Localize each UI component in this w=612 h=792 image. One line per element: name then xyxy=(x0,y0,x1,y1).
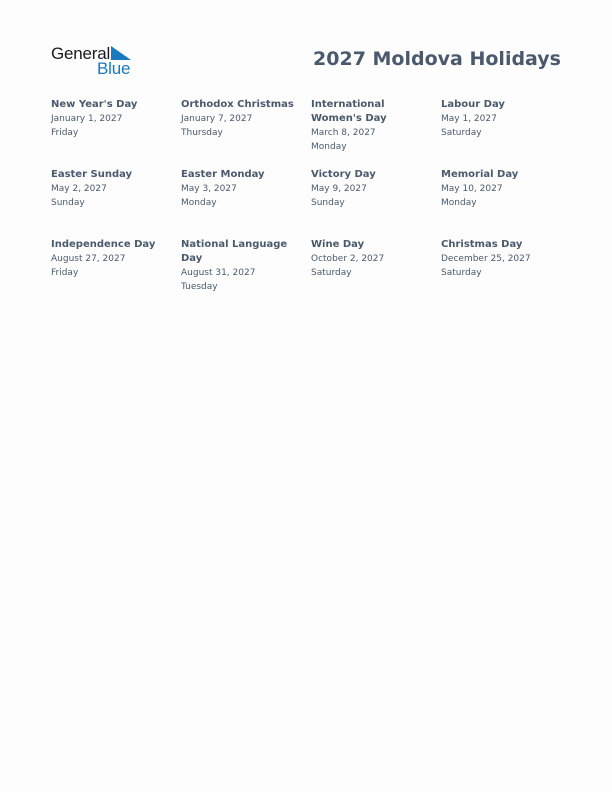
holiday-weekday: Friday xyxy=(51,268,79,278)
holiday-item xyxy=(311,238,435,280)
holiday-item xyxy=(51,98,175,140)
holiday-weekday: Thursday xyxy=(181,128,223,138)
holiday-name: National Language Day xyxy=(181,239,288,264)
holiday-name: Easter Sunday xyxy=(51,169,133,180)
holiday-weekday: Saturday xyxy=(441,128,482,138)
holiday-date: May 9, 2027 xyxy=(311,184,367,194)
holiday-name: Memorial Day xyxy=(441,169,519,180)
holiday-date: January 7, 2027 xyxy=(181,114,253,124)
holiday-date: May 1, 2027 xyxy=(441,114,497,124)
holiday-weekday: Sunday xyxy=(51,198,85,208)
page-title: 2027 Moldova Holidays xyxy=(313,48,561,70)
holiday-name: International Women's Day xyxy=(311,99,387,124)
holiday-name: Orthodox Christmas xyxy=(181,99,294,110)
holiday-item xyxy=(441,238,565,280)
holiday-name: Independence Day xyxy=(51,239,156,250)
holiday-name: Victory Day xyxy=(311,169,376,180)
holiday-date: August 31, 2027 xyxy=(181,268,256,278)
holiday-name: Christmas Day xyxy=(441,239,523,250)
holiday-weekday: Tuesday xyxy=(181,282,218,292)
holiday-weekday: Sunday xyxy=(311,198,345,208)
holiday-weekday: Monday xyxy=(181,198,217,208)
holiday-name: Wine Day xyxy=(311,239,365,250)
generalblue-logo xyxy=(51,44,141,78)
holiday-date: May 10, 2027 xyxy=(441,184,503,194)
holiday-item xyxy=(181,238,305,294)
holiday-weekday: Saturday xyxy=(441,268,482,278)
holiday-date: January 1, 2027 xyxy=(51,114,123,124)
holiday-date: May 3, 2027 xyxy=(181,184,237,194)
logo-text-general: General xyxy=(51,44,111,63)
holiday-item xyxy=(441,98,565,140)
holiday-item xyxy=(441,168,565,210)
holiday-item xyxy=(181,98,305,140)
holiday-date: October 2, 2027 xyxy=(311,254,385,264)
holiday-date: August 27, 2027 xyxy=(51,254,126,264)
holiday-name: New Year's Day xyxy=(51,99,138,110)
holiday-weekday: Monday xyxy=(441,198,477,208)
holiday-name: Easter Monday xyxy=(181,169,265,180)
logo-triangle-icon xyxy=(111,46,131,60)
holiday-item xyxy=(51,168,175,210)
logo-text-blue: Blue xyxy=(97,59,131,78)
holiday-weekday: Friday xyxy=(51,128,79,138)
holiday-name: Labour Day xyxy=(441,99,505,110)
holiday-item xyxy=(311,98,435,154)
holiday-item xyxy=(51,238,175,280)
holiday-item xyxy=(181,168,305,210)
holiday-weekday: Saturday xyxy=(311,268,352,278)
holiday-weekday: Monday xyxy=(311,142,347,152)
holiday-date: May 2, 2027 xyxy=(51,184,107,194)
holiday-date: March 8, 2027 xyxy=(311,128,376,138)
holiday-item xyxy=(311,168,435,210)
holiday-date: December 25, 2027 xyxy=(441,254,531,264)
